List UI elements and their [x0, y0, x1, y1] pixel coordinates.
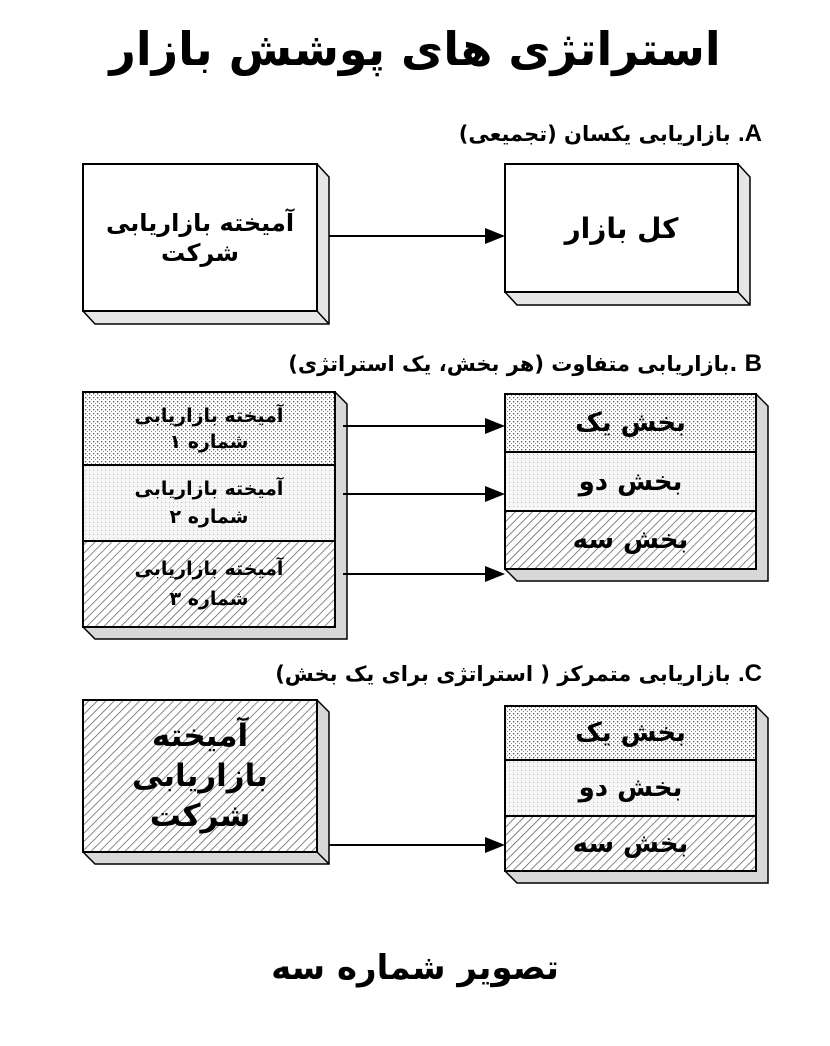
segment-b-3-text: بخش سه [572, 525, 689, 555]
mix-2-line-2: شماره ۲ [169, 506, 249, 528]
figure-caption: تصویر شماره سه [271, 948, 559, 988]
company-box-c-label [83, 700, 317, 852]
segment-c-1-text: بخش یک [575, 718, 686, 748]
segment-b-3-label [505, 511, 756, 569]
company-box-a-label [83, 164, 317, 311]
segment-c-3-text: بخش سه [572, 828, 689, 859]
segment-b-1-label [505, 394, 756, 452]
page-title: استراتژی های پوشش بازار [109, 22, 721, 76]
segment-b-2-text: بخش دو [578, 466, 683, 497]
segment-c-2-label [505, 760, 756, 816]
mix-3-line-1: آمیخته بازاریابی [134, 558, 284, 580]
section-a-label: بازاریابی یکسان (تجمیعی) [458, 122, 731, 146]
section-c-letter: C. [737, 660, 762, 687]
mix-box-1-label [83, 392, 335, 465]
section-b-label: .بازاریابی متفاوت (هر بخش، یک استراتژی) [288, 352, 738, 376]
company-c-line-1: آمیخته بازاریابی [132, 718, 268, 794]
section-b-letter: B [744, 350, 762, 377]
company-c-line-2: شرکت [149, 798, 251, 834]
company-a-line-2: شرکت [161, 238, 239, 267]
mix-1-line-1: آمیخته بازاریابی [134, 404, 284, 427]
mix-1-line-2: شماره ۱ [169, 430, 249, 453]
segment-b-2-label [505, 452, 756, 511]
section-c-label: بازاریابی متمرکز ( استراتژی برای یک بخش) [275, 662, 731, 686]
section-a-letter: A. [737, 120, 762, 147]
market-a-text: کل بازار [564, 211, 679, 245]
segment-c-2-text: بخش دو [578, 773, 683, 803]
segment-c-1-label [505, 706, 756, 760]
market-box-a-label [505, 164, 738, 292]
mix-3-line-2: شماره ۳ [169, 588, 249, 610]
mix-box-3-label [83, 541, 335, 627]
company-a-line-1: آمیخته بازاریابی [105, 208, 295, 237]
mix-box-2-label [83, 465, 335, 541]
segment-b-1-text: بخش یک [575, 408, 686, 438]
segment-c-3-label [505, 816, 756, 871]
mix-2-line-1: آمیخته بازاریابی [134, 478, 284, 500]
